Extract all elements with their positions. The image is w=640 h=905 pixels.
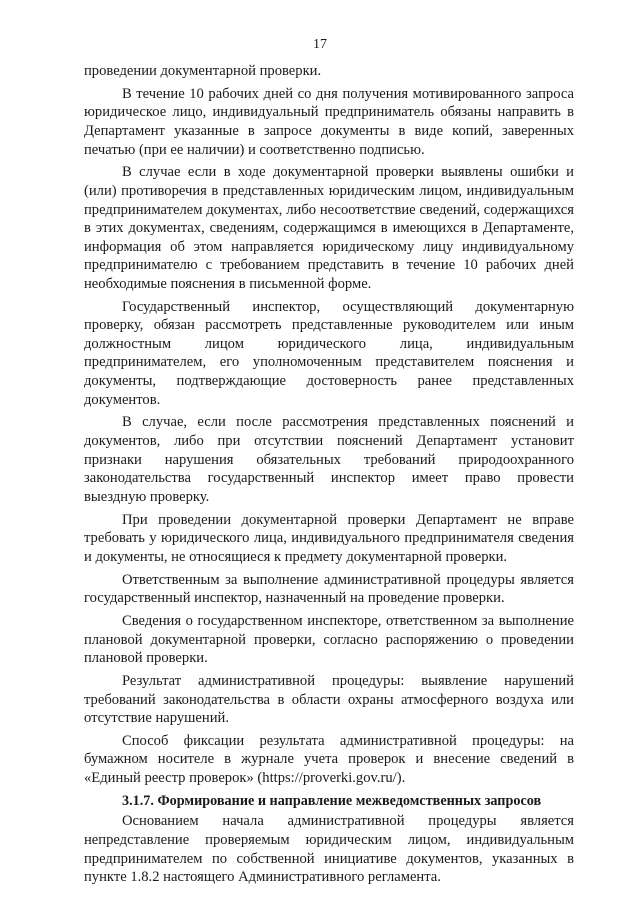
paragraph-no-extra-documents: При проведении документарной проверки Департамент не вправе требовать у юридического лица, индивидуального предпринимателя сведения и документы, не относящиеся к предмету документарной проверки. bbox=[84, 511, 574, 565]
document-body bbox=[84, 62, 574, 891]
paragraph-responsible-person: Ответственным за выполнение административной процедуры является государственный инспектор, назначенный на проведение проверки. bbox=[84, 571, 574, 607]
paragraph-recording-method: Способ фиксации результата административной процедуры: на бумажном носителе в журнале учета проверок и внесение сведений в «Единый реестр проверок» (https://proverki.gov.ru/). bbox=[84, 732, 574, 787]
paragraph-inspector-info: Сведения о государственном инспекторе, ответственном за выполнение плановой документарной проверки, согласно распоряжению о проведении плановой проверки. bbox=[84, 612, 574, 667]
section-heading: 3.1.7. Формирование и направление межведомственных запросов bbox=[122, 792, 542, 809]
paragraph-inspector-review: Государственный инспектор, осуществляющий документарную проверку, обязан рассмотреть представленные руководителем или иным должностным лицом юридического лица, индивидуальным предпринимателем, его уполномоченным представителем пояснения и документы, подтверждающие достоверность ранее представленных документов. bbox=[84, 298, 574, 408]
paragraph-onsite-inspection: В случае, если после рассмотрения представленных пояснений и документов, либо при отсутствии пояснений Департамент установит признаки нарушения обязательных требований природоохранного законодательства государственный инспектор имеет право провести выездную проверку. bbox=[84, 414, 574, 505]
paragraph-response-deadline: В течение 10 рабочих дней со дня получения мотивированного запроса юридическое лицо, индивидуальный предприниматель обязаны направить в Департамент указанные в запросе документы в виде копий, заверенных печатью (при ее наличии) и соответственно подписью. bbox=[84, 85, 574, 158]
paragraph-procedure-result: Результат административной процедуры: выявление нарушений требований законодательства в области охраны атмосферного воздуха или отсутствие нарушений. bbox=[84, 672, 574, 727]
paragraph-errors-found: В случае если в ходе документарной проверки выявлены ошибки и (или) противоречия в представленных юридическим лицом, индивидуальным предпринимателем документах, либо несоответствие сведений, содержащихся в этих документах, сведениям, содержащимся в имеющихся в Департаменте, информация об этом направляется юридическому лицу индивидуальному предпринимателю с требованием представить в течение 10 рабочих дней необходимые пояснения в письменной форме. bbox=[84, 164, 574, 292]
paragraph-continuation: проведении документарной проверки. bbox=[84, 63, 322, 79]
page-number: 17 bbox=[313, 37, 327, 52]
paragraph-grounds: Основанием начала административной процедуры является непредставление проверяемым юридическим лицом, индивидуальным предпринимателем по собственной инициативе документов, указанных в пункте 1.8.2 настоящего Административного регламента. bbox=[84, 813, 574, 886]
